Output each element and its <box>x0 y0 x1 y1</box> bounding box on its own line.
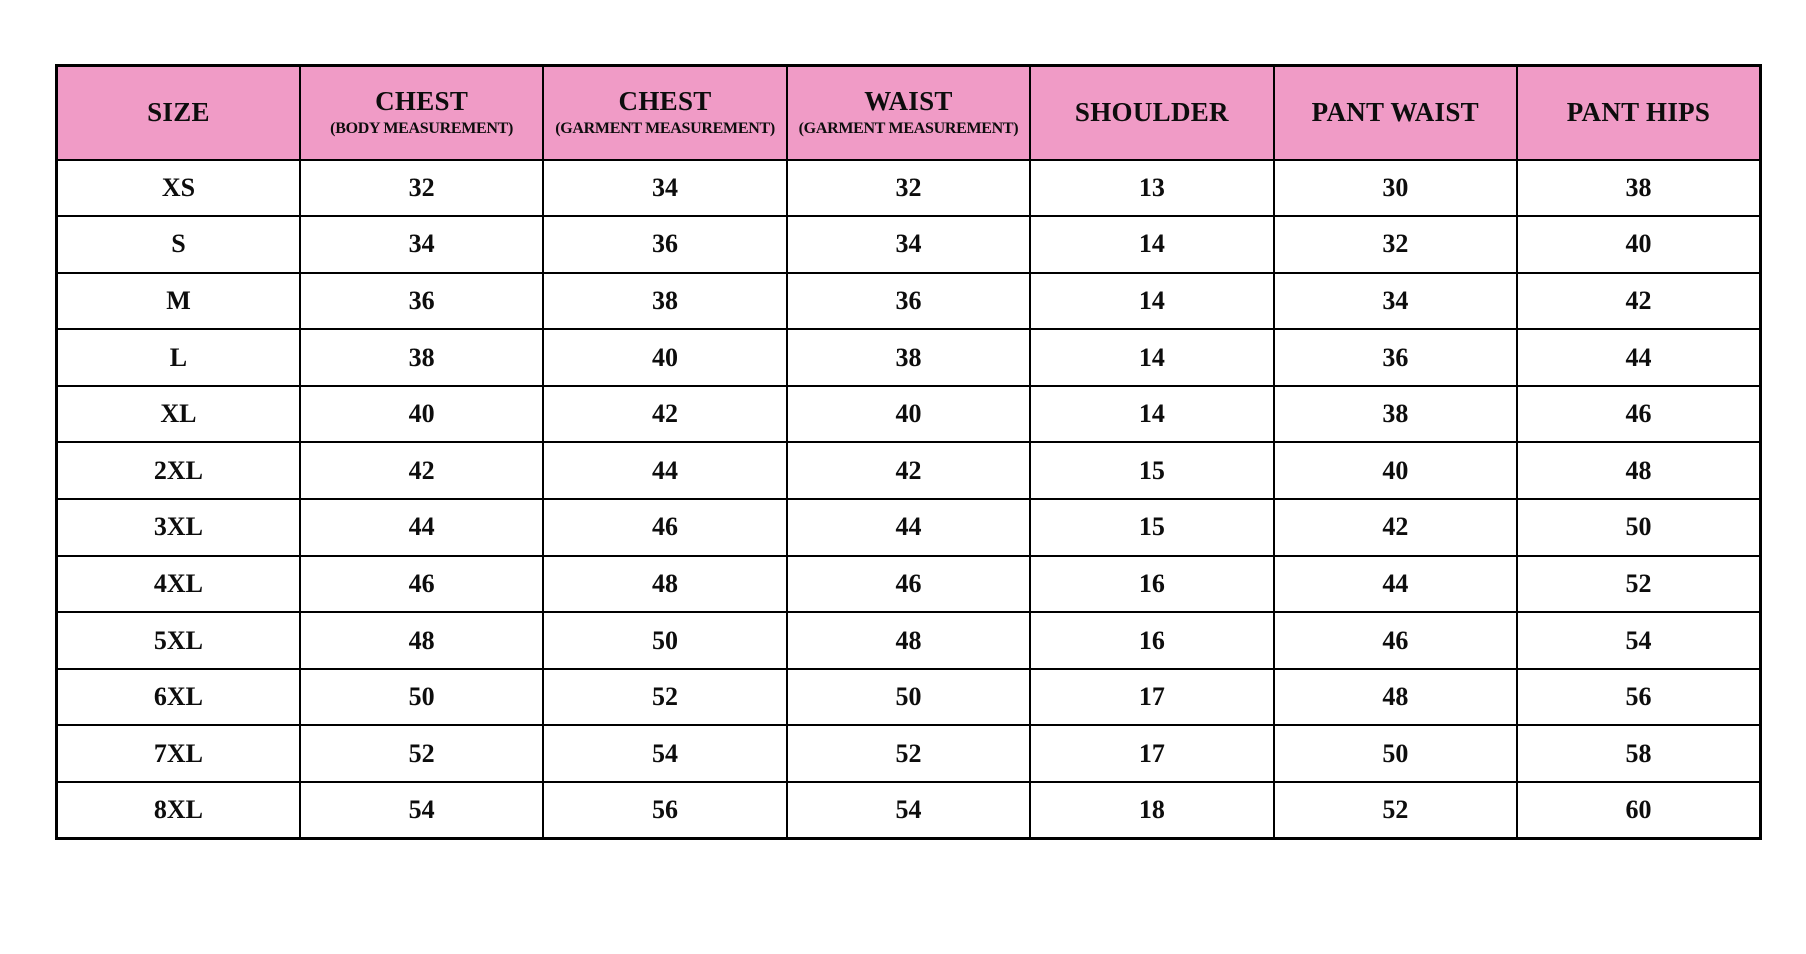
value-cell: 14 <box>1030 216 1273 273</box>
value-cell: 56 <box>1517 669 1760 726</box>
value-cell: 15 <box>1030 442 1273 499</box>
value-cell: 32 <box>787 160 1030 217</box>
value-cell: 34 <box>543 160 786 217</box>
column-header-5-pant-waist <box>1274 66 1517 160</box>
value-cell: 36 <box>1274 329 1517 386</box>
column-header-label: SIZE <box>147 96 210 127</box>
value-cell: 40 <box>1517 216 1760 273</box>
value-cell: 52 <box>787 725 1030 782</box>
value-cell: 48 <box>1517 442 1760 499</box>
value-cell: 48 <box>787 612 1030 669</box>
value-cell: 52 <box>1274 782 1517 839</box>
column-header-label: WAIST <box>864 86 953 117</box>
value-cell: 44 <box>300 499 543 556</box>
value-cell: 38 <box>543 273 786 330</box>
value-cell: 54 <box>1517 612 1760 669</box>
value-cell: 32 <box>1274 216 1517 273</box>
table-row <box>57 386 1761 443</box>
size-chart-table <box>55 64 1762 840</box>
value-cell: 44 <box>543 442 786 499</box>
table-row <box>57 556 1761 613</box>
value-cell: 50 <box>1274 725 1517 782</box>
table-row <box>57 499 1761 556</box>
size-cell: 7XL <box>57 725 300 782</box>
table-row <box>57 442 1761 499</box>
value-cell: 42 <box>300 442 543 499</box>
value-cell: 52 <box>1517 556 1760 613</box>
column-header-0-size <box>57 66 300 160</box>
value-cell: 38 <box>1274 386 1517 443</box>
value-cell: 50 <box>543 612 786 669</box>
value-cell: 30 <box>1274 160 1517 217</box>
value-cell: 48 <box>543 556 786 613</box>
value-cell: 46 <box>543 499 786 556</box>
value-cell: 42 <box>543 386 786 443</box>
value-cell: 15 <box>1030 499 1273 556</box>
value-cell: 40 <box>543 329 786 386</box>
value-cell: 14 <box>1030 386 1273 443</box>
value-cell: 36 <box>543 216 786 273</box>
size-cell: 3XL <box>57 499 300 556</box>
column-subheader-label: (GARMENT MEASUREMENT) <box>555 119 775 137</box>
column-header-6-pant-hips <box>1517 66 1760 160</box>
table-body <box>57 160 1761 839</box>
value-cell: 17 <box>1030 669 1273 726</box>
size-cell: 8XL <box>57 782 300 839</box>
table-row <box>57 725 1761 782</box>
table-row <box>57 669 1761 726</box>
column-subheader-label: (GARMENT MEASUREMENT) <box>798 119 1019 137</box>
value-cell: 46 <box>1517 386 1760 443</box>
value-cell: 38 <box>787 329 1030 386</box>
column-header-4-shoulder <box>1030 66 1273 160</box>
column-header-label: PANT WAIST <box>1311 96 1479 127</box>
value-cell: 34 <box>1274 273 1517 330</box>
value-cell: 16 <box>1030 556 1273 613</box>
value-cell: 46 <box>300 556 543 613</box>
value-cell: 16 <box>1030 612 1273 669</box>
header-row <box>57 66 1761 160</box>
value-cell: 50 <box>300 669 543 726</box>
value-cell: 34 <box>300 216 543 273</box>
value-cell: 48 <box>300 612 543 669</box>
column-header-2-chest <box>543 66 786 160</box>
value-cell: 58 <box>1517 725 1760 782</box>
value-cell: 36 <box>300 273 543 330</box>
value-cell: 17 <box>1030 725 1273 782</box>
column-header-label: PANT HIPS <box>1566 96 1711 127</box>
value-cell: 40 <box>300 386 543 443</box>
column-header-1-chest <box>300 66 543 160</box>
table-row <box>57 216 1761 273</box>
value-cell: 34 <box>787 216 1030 273</box>
size-cell: XL <box>57 386 300 443</box>
table-row <box>57 273 1761 330</box>
value-cell: 36 <box>787 273 1030 330</box>
value-cell: 14 <box>1030 329 1273 386</box>
size-cell: L <box>57 329 300 386</box>
size-cell: S <box>57 216 300 273</box>
value-cell: 46 <box>787 556 1030 613</box>
size-cell: 4XL <box>57 556 300 613</box>
size-cell: M <box>57 273 300 330</box>
value-cell: 48 <box>1274 669 1517 726</box>
size-cell: XS <box>57 160 300 217</box>
table-header <box>57 66 1761 160</box>
column-header-label: CHEST <box>618 86 712 117</box>
value-cell: 44 <box>787 499 1030 556</box>
value-cell: 46 <box>1274 612 1517 669</box>
value-cell: 42 <box>1274 499 1517 556</box>
column-header-label: CHEST <box>375 86 469 117</box>
value-cell: 42 <box>1517 273 1760 330</box>
column-subheader-label: (BODY MEASUREMENT) <box>330 119 514 137</box>
value-cell: 38 <box>1517 160 1760 217</box>
value-cell: 56 <box>543 782 786 839</box>
value-cell: 40 <box>1274 442 1517 499</box>
value-cell: 50 <box>787 669 1030 726</box>
value-cell: 32 <box>300 160 543 217</box>
value-cell: 13 <box>1030 160 1273 217</box>
value-cell: 18 <box>1030 782 1273 839</box>
value-cell: 40 <box>787 386 1030 443</box>
value-cell: 54 <box>300 782 543 839</box>
table-row <box>57 612 1761 669</box>
value-cell: 50 <box>1517 499 1760 556</box>
table-row <box>57 329 1761 386</box>
table-row <box>57 782 1761 839</box>
column-header-3-waist <box>787 66 1030 160</box>
size-cell: 6XL <box>57 669 300 726</box>
value-cell: 44 <box>1274 556 1517 613</box>
size-cell: 2XL <box>57 442 300 499</box>
value-cell: 52 <box>543 669 786 726</box>
value-cell: 54 <box>543 725 786 782</box>
value-cell: 60 <box>1517 782 1760 839</box>
value-cell: 54 <box>787 782 1030 839</box>
value-cell: 38 <box>300 329 543 386</box>
table-row <box>57 160 1761 217</box>
value-cell: 44 <box>1517 329 1760 386</box>
value-cell: 14 <box>1030 273 1273 330</box>
value-cell: 52 <box>300 725 543 782</box>
value-cell: 42 <box>787 442 1030 499</box>
column-header-label: SHOULDER <box>1074 96 1229 127</box>
size-cell: 5XL <box>57 612 300 669</box>
